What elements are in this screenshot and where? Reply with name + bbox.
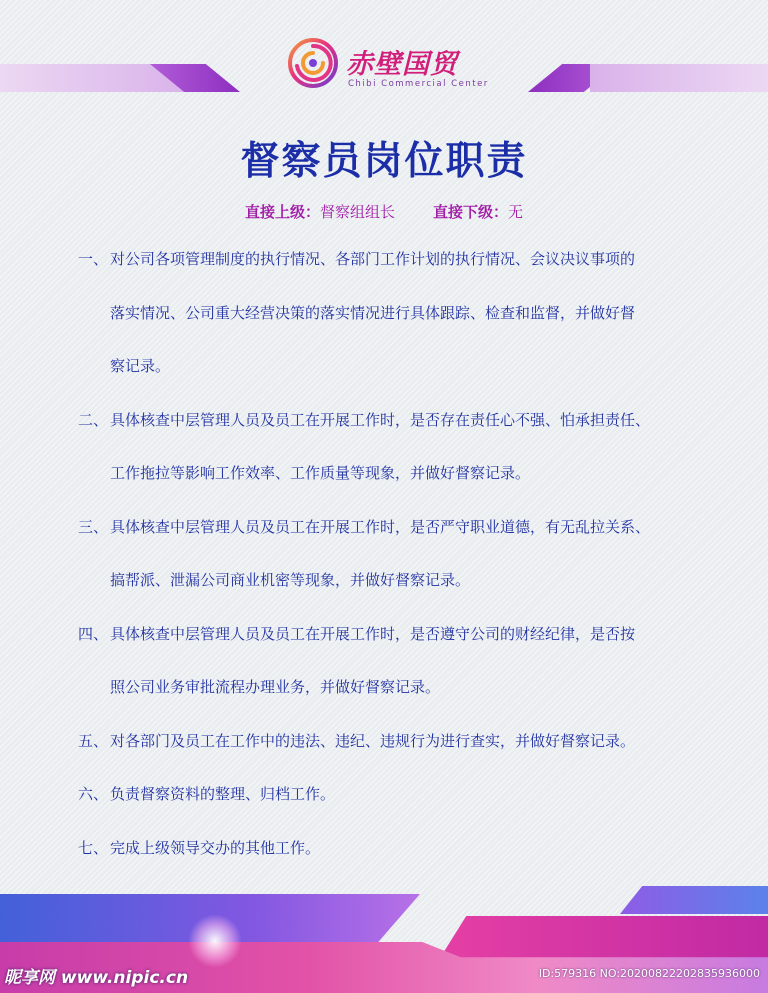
superior-value: 督察组组长: [319, 203, 395, 221]
duty-item: [78, 608, 708, 715]
footer-stripe-violet: [620, 886, 768, 914]
duty-text: [110, 768, 708, 822]
duty-line: 对公司各项管理制度的执行情况、各部门工作计划的执行情况、会议决议事项的: [110, 250, 636, 268]
duty-line: 完成上级领导交办的其他工作。: [110, 838, 321, 857]
duty-number: 四、: [78, 624, 109, 643]
duty-number: 三、: [78, 517, 109, 536]
duty-line: 搞帮派、泄漏公司商业机密等现象，并做好督察记录。: [110, 571, 471, 589]
superior-label: 直接上级：: [244, 203, 320, 221]
duty-line: 察记录。: [110, 357, 171, 375]
duty-text: [110, 822, 708, 876]
duty-line: 照公司业务审批流程办理业务，并做好督察记录。: [110, 678, 441, 696]
subordinate-value: 无: [508, 203, 524, 221]
duty-text: [110, 233, 708, 394]
light-flare: [188, 914, 242, 968]
duty-line: 具体核查中层管理人员及员工在开展工作时，是否严守职业道德，有无乱拉关系、: [110, 517, 651, 536]
duty-text: [110, 501, 708, 608]
duty-text: [110, 715, 708, 769]
duty-list: [78, 233, 708, 875]
duty-item: [78, 822, 708, 876]
duty-number: 六、: [78, 785, 109, 803]
duty-number: 五、: [78, 731, 109, 750]
brand-name-en: Chibi Commercial Center: [348, 79, 489, 89]
brand-logo: [288, 36, 489, 94]
watermark-site: 昵享网 www.nipic.cn: [4, 968, 189, 988]
duty-line: 落实情况、公司重大经营决策的落实情况进行具体跟踪、检查和监督，并做好督: [110, 303, 636, 322]
reporting-line: [0, 201, 768, 222]
swirl-logo-icon: [288, 38, 338, 88]
duty-item: [78, 501, 708, 608]
duty-number: 一、: [78, 250, 109, 268]
duty-line: 具体核查中层管理人员及员工在开展工作时，是否遵守公司的财经纪律，是否按: [110, 624, 636, 643]
duty-item: [78, 715, 708, 769]
duty-line: 工作拖拉等影响工作效率、工作质量等现象，并做好督察记录。: [110, 464, 531, 482]
duty-line: 负责督察资料的整理、归档工作。: [110, 785, 336, 803]
subordinate-label: 直接下级：: [433, 203, 509, 221]
duty-number: 二、: [78, 410, 109, 429]
duty-line: 对各部门及员工在工作中的违法、违纪、违规行为进行查实，并做好督察记录。: [110, 731, 636, 750]
header-band-right: [590, 64, 768, 92]
duty-item: [78, 768, 708, 822]
duty-item: [78, 233, 708, 394]
watermark-id: ID:579316 NO:20200822202835936000: [538, 967, 760, 980]
duty-item: [78, 394, 708, 501]
page-title: 督察员岗位职责: [240, 139, 528, 184]
brand-name-cn: 赤壁国贸: [346, 49, 458, 80]
duty-number: 七、: [78, 838, 109, 857]
footer-stripe-magenta: [440, 916, 768, 958]
duty-text: [110, 608, 708, 715]
duty-line: 具体核查中层管理人员及员工在开展工作时，是否存在责任心不强、怕承担责任、: [110, 410, 651, 429]
duty-text: [110, 394, 708, 501]
